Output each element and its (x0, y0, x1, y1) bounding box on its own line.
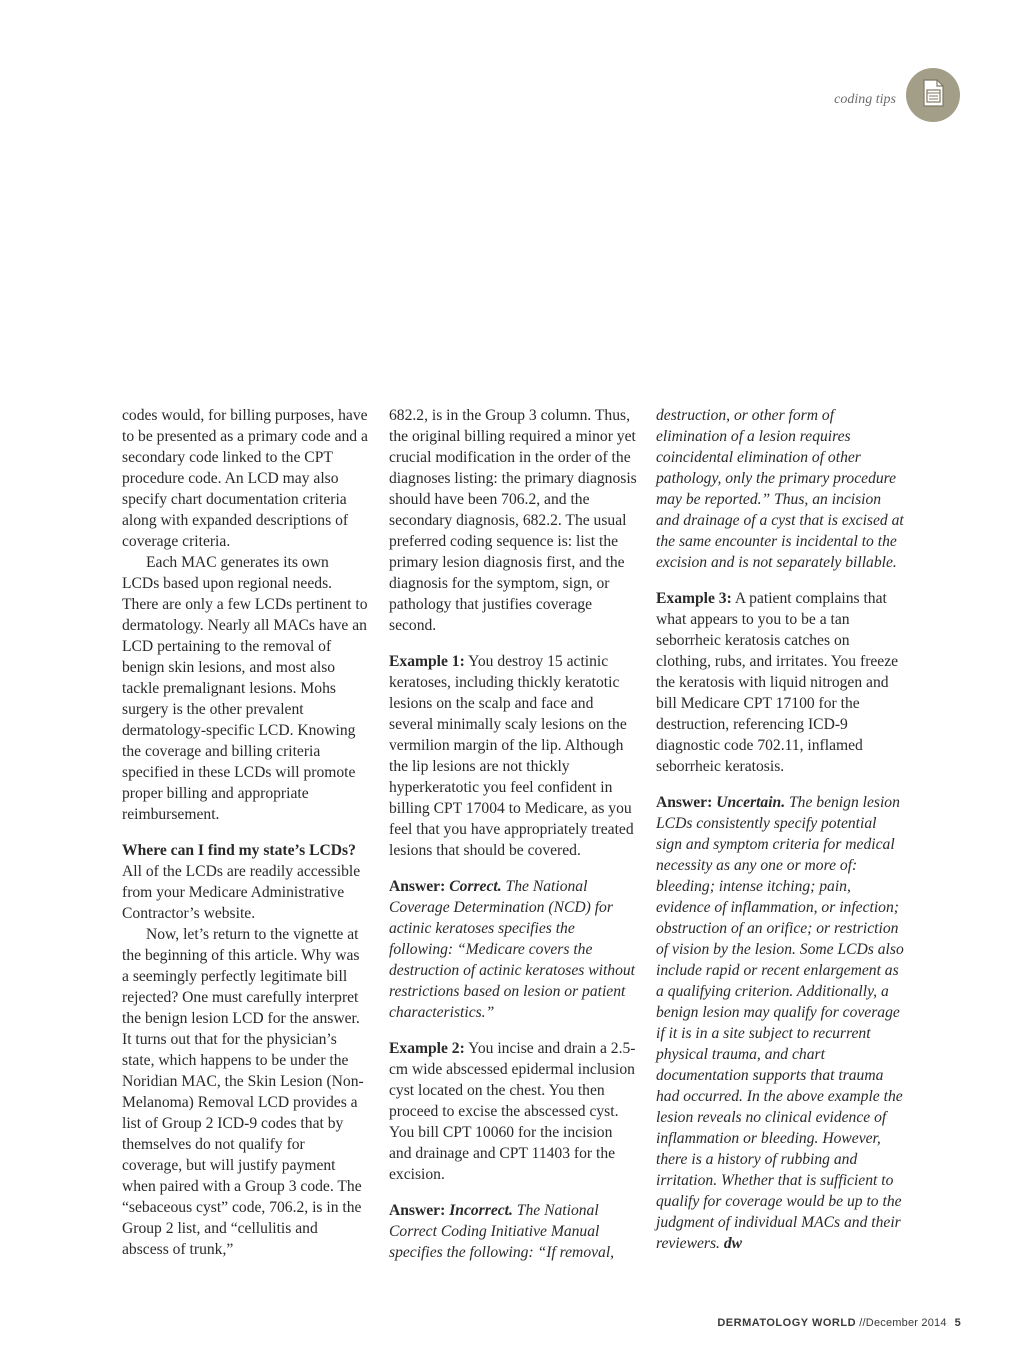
answer-text: The National Correct Coding Initiative Manual specifies the following: “If removal, (389, 1202, 615, 1261)
document-icon (920, 78, 946, 113)
example-1 (389, 651, 637, 861)
paragraph: 682.2, is in the Group 3 column. Thus, the original billing required a minor yet crucial modification in the order of the diagnoses listing: the primary diagnosis should have been 706.2, and the secondary diagnosis, 682.2. The usual preferred coding sequence is: list the primary lesion diagnosis first, and the diagnosis for the symptom, sign, or pathology that justifies coverage second. (389, 407, 637, 634)
example-3 (656, 588, 906, 777)
answer-verdict: Incorrect. (449, 1202, 513, 1219)
example-text: You incise and drain a 2.5-cm wide abscessed epidermal inclusion cyst located on the chest. You then proceed to excise the abscessed cyst. You bill CPT 10060 for the incision and drainage and CPT 11403 for the excision. (389, 1040, 636, 1183)
answer-3 (656, 792, 906, 1254)
answer-label: Answer: (389, 878, 446, 895)
section-badge (906, 68, 960, 122)
example-label: Example 1: (389, 653, 465, 670)
page-number: 5 (954, 1317, 961, 1329)
example-text: You destroy 15 actinic keratoses, including thickly keratotic lesions on the scalp and face and several minimally scaly lesions on the vermilion margin of the lip. Although the lip lesions are not thickly hyperkeratotic you feel confident in billing CPT 17004 to Medicare, as you feel that you have appropriately treated lesions that should be covered. (389, 653, 634, 859)
answer-verdict: Correct. (449, 878, 502, 895)
article-column-2 (389, 405, 637, 1263)
footer-separator: // (856, 1317, 866, 1329)
answer-1 (389, 876, 637, 1023)
subheading: Where can I find my state’s LCDs? (122, 842, 356, 859)
example-2 (389, 1038, 637, 1185)
paragraph: All of the LCDs are readily accessible from your Medicare Administrative Contractor’s website. (122, 863, 361, 922)
paragraph: Now, let’s return to the vignette at the beginning of this article. Why was a seemingly perfectly legitimate bill rejected? One must carefully interpret the benign lesion LCD for the answer. It turns out that for the physician’s state, which happens to be under the Noridian MAC, the Skin Lesion (Non-Melanoma) Removal LCD provides a list of Group 2 ICD-9 codes that by themselves do not qualify for coverage, but will justify payment when paired with a Group 3 code. The “sebaceous cyst” code, 706.2, is in the Group 2 list, and “cellulitis and abscess of trunk,” (122, 926, 364, 1258)
quote-continuation: destruction, or other form of elimination of a lesion requires coincidental elimination of other pathology, only the primary procedure may be reported.” Thus, an incision and drainage of a cyst that is excised at the same encounter is incidental to the excision and is not separately billable. (656, 407, 904, 571)
answer-verdict: Uncertain. (716, 794, 786, 811)
example-text: A patient complains that what appears to you to be a tan seborrheic keratosis catches on clothing, rubs, and irritates. You freeze the keratosis with liquid nitrogen and bill Medicare CPT 17100 for the destruction, referencing ICD-9 diagnostic code 702.11, inflamed seborrheic keratosis. (656, 590, 899, 775)
example-label: Example 3: (656, 590, 732, 607)
answer-label: Answer: (389, 1202, 446, 1219)
answer-text: The National Coverage Determination (NCD) for actinic keratoses specifies the following: “Medicare covers the destruction of actinic keratoses without restrictions based on lesion or patient characteristics.” (389, 878, 636, 1021)
article-column-1 (122, 405, 368, 1260)
example-label: Example 2: (389, 1040, 465, 1057)
article-column-3 (656, 405, 906, 1254)
section-label: coding tips (834, 92, 896, 107)
issue-date: December 2014 (865, 1317, 947, 1329)
answer-label: Answer: (656, 794, 713, 811)
paragraph: codes would, for billing purposes, have to be presented as a primary code and a secondary code linked to the CPT procedure code. An LCD may also specify chart documentation criteria along with expanded descriptions of coverage criteria. (122, 407, 368, 550)
publication-name: DERMATOLOGY WORLD (717, 1317, 857, 1329)
answer-text: The benign lesion LCDs consistently specify potential sign and symptom criteria for medical necessity as any one or more of: bleeding; intense itching; pain, evidence of inflammation, or infection; obstruction of an orifice; or restriction of vision by the lesion. Some LCDs also include rapid or recent enlargement as a qualifying criterion. Additionally, a benign lesion may qualify for coverage if it is in a site subject to recurrent physical trauma, and chart documentation supports that trauma had occurred. In the above example the lesion reveals no clinical evidence of inflammation or bleeding. However, there is a history of rubbing and irritation. Whether that is sufficient to qualify for coverage would be up to the judgment of individual MACs and their reviewers. (656, 794, 904, 1252)
author-signature: dw (723, 1235, 743, 1252)
page-footer (717, 1317, 961, 1329)
answer-2 (389, 1200, 637, 1263)
paragraph: Each MAC generates its own LCDs based upon regional needs. There are only a few LCDs pertinent to dermatology. Nearly all MACs have an LCD pertaining to the removal of benign skin lesions, and most also tackle premalignant lesions. Mohs surgery is the other prevalent dermatology-specific LCD. Knowing the coverage and billing criteria specified in these LCDs will promote proper billing and appropriate reimbursement. (122, 554, 368, 823)
